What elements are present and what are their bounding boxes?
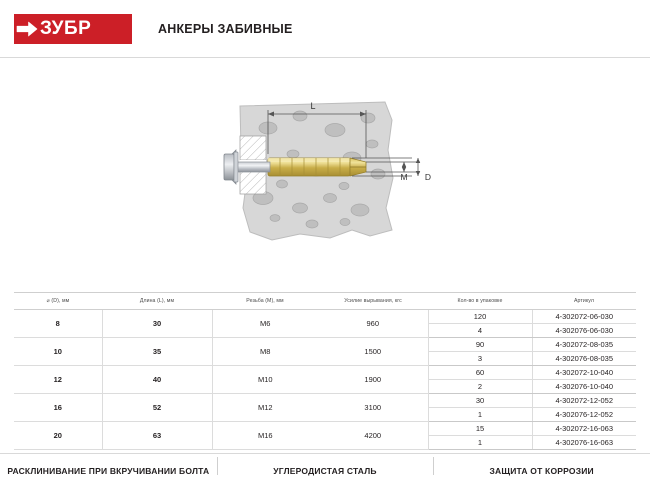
table-header-row <box>14 293 636 310</box>
column-header-article: Артикул <box>532 293 636 310</box>
column-header-diameter: ⌀ (D), мм <box>14 293 102 310</box>
anchor-sleeve <box>268 158 366 176</box>
cell-article: 4-302076-12-052 <box>532 408 636 422</box>
cell-thread: M8 <box>212 338 318 366</box>
cell-diameter: 16 <box>14 394 102 422</box>
cell-diameter: 10 <box>14 338 102 366</box>
cell-pack-qty: 30 <box>428 394 532 408</box>
cell-thread: M10 <box>212 366 318 394</box>
cell-article: 4-302076-06-030 <box>532 324 636 338</box>
cell-diameter: 8 <box>14 310 102 338</box>
dimension-label-D: D <box>424 172 432 182</box>
cell-pack-qty: 2 <box>428 380 532 394</box>
cell-article: 4-302072-12-052 <box>532 394 636 408</box>
column-header-force: Усилие вырывания, кгс <box>318 293 428 310</box>
brand-logo <box>14 14 132 44</box>
cell-article: 4-302072-06-030 <box>532 310 636 324</box>
cell-length: 40 <box>102 366 212 394</box>
cell-pack-qty: 4 <box>428 324 532 338</box>
cell-article: 4-302072-16-063 <box>532 422 636 436</box>
technical-drawing <box>0 58 650 286</box>
cell-force: 3100 <box>318 394 428 422</box>
table-row <box>14 394 636 408</box>
cell-article: 4-302076-08-035 <box>532 352 636 366</box>
table-row <box>14 338 636 352</box>
cell-pack-qty: 1 <box>428 408 532 422</box>
cell-force: 1500 <box>318 338 428 366</box>
cell-diameter: 12 <box>14 366 102 394</box>
cell-pack-qty: 60 <box>428 366 532 380</box>
dimension-label-M: M <box>400 172 408 182</box>
cell-pack-qty: 1 <box>428 436 532 450</box>
cell-thread: M12 <box>212 394 318 422</box>
cell-pack-qty: 3 <box>428 352 532 366</box>
cell-length: 52 <box>102 394 212 422</box>
page-title: АНКЕРЫ ЗАБИВНЫЕ <box>158 21 293 36</box>
cell-pack-qty: 15 <box>428 422 532 436</box>
cell-pack-qty: 120 <box>428 310 532 324</box>
page-header <box>0 0 650 58</box>
table-row <box>14 310 636 324</box>
spec-table <box>14 292 636 450</box>
table-row <box>14 422 636 436</box>
cell-length: 63 <box>102 422 212 450</box>
cell-force: 960 <box>318 310 428 338</box>
feature-item-wedging: РАСКЛИНИВАНИЕ ПРИ ВКРУЧИВАНИИ БОЛТА <box>7 466 210 476</box>
cell-diameter: 20 <box>14 422 102 450</box>
cell-thread: M16 <box>212 422 318 450</box>
cell-force: 1900 <box>318 366 428 394</box>
column-header-pack-qty: Кол-во в упаковке <box>428 293 532 310</box>
arrow-right-icon <box>14 14 40 44</box>
cell-article: 4-302072-08-035 <box>532 338 636 352</box>
feature-item-material: УГЛЕРОДИСТАЯ СТАЛЬ <box>217 466 434 476</box>
table-row <box>14 366 636 380</box>
cell-pack-qty: 90 <box>428 338 532 352</box>
cell-thread: M6 <box>212 310 318 338</box>
brand-name: ЗУБР <box>40 17 92 39</box>
cell-length: 35 <box>102 338 212 366</box>
column-header-thread: Резьба (M), мм <box>212 293 318 310</box>
cell-length: 30 <box>102 310 212 338</box>
cell-article: 4-302076-16-063 <box>532 436 636 450</box>
cell-article: 4-302076-10-040 <box>532 380 636 394</box>
dimension-label-L: L <box>310 101 316 111</box>
column-header-length: Длина (L), мм <box>102 293 212 310</box>
cell-article: 4-302072-10-040 <box>532 366 636 380</box>
feature-item-corrosion: ЗАЩИТА ОТ КОРРОЗИИ <box>433 466 650 476</box>
spec-table-wrapper <box>14 292 636 450</box>
cell-force: 4200 <box>318 422 428 450</box>
feature-footer <box>0 453 650 488</box>
